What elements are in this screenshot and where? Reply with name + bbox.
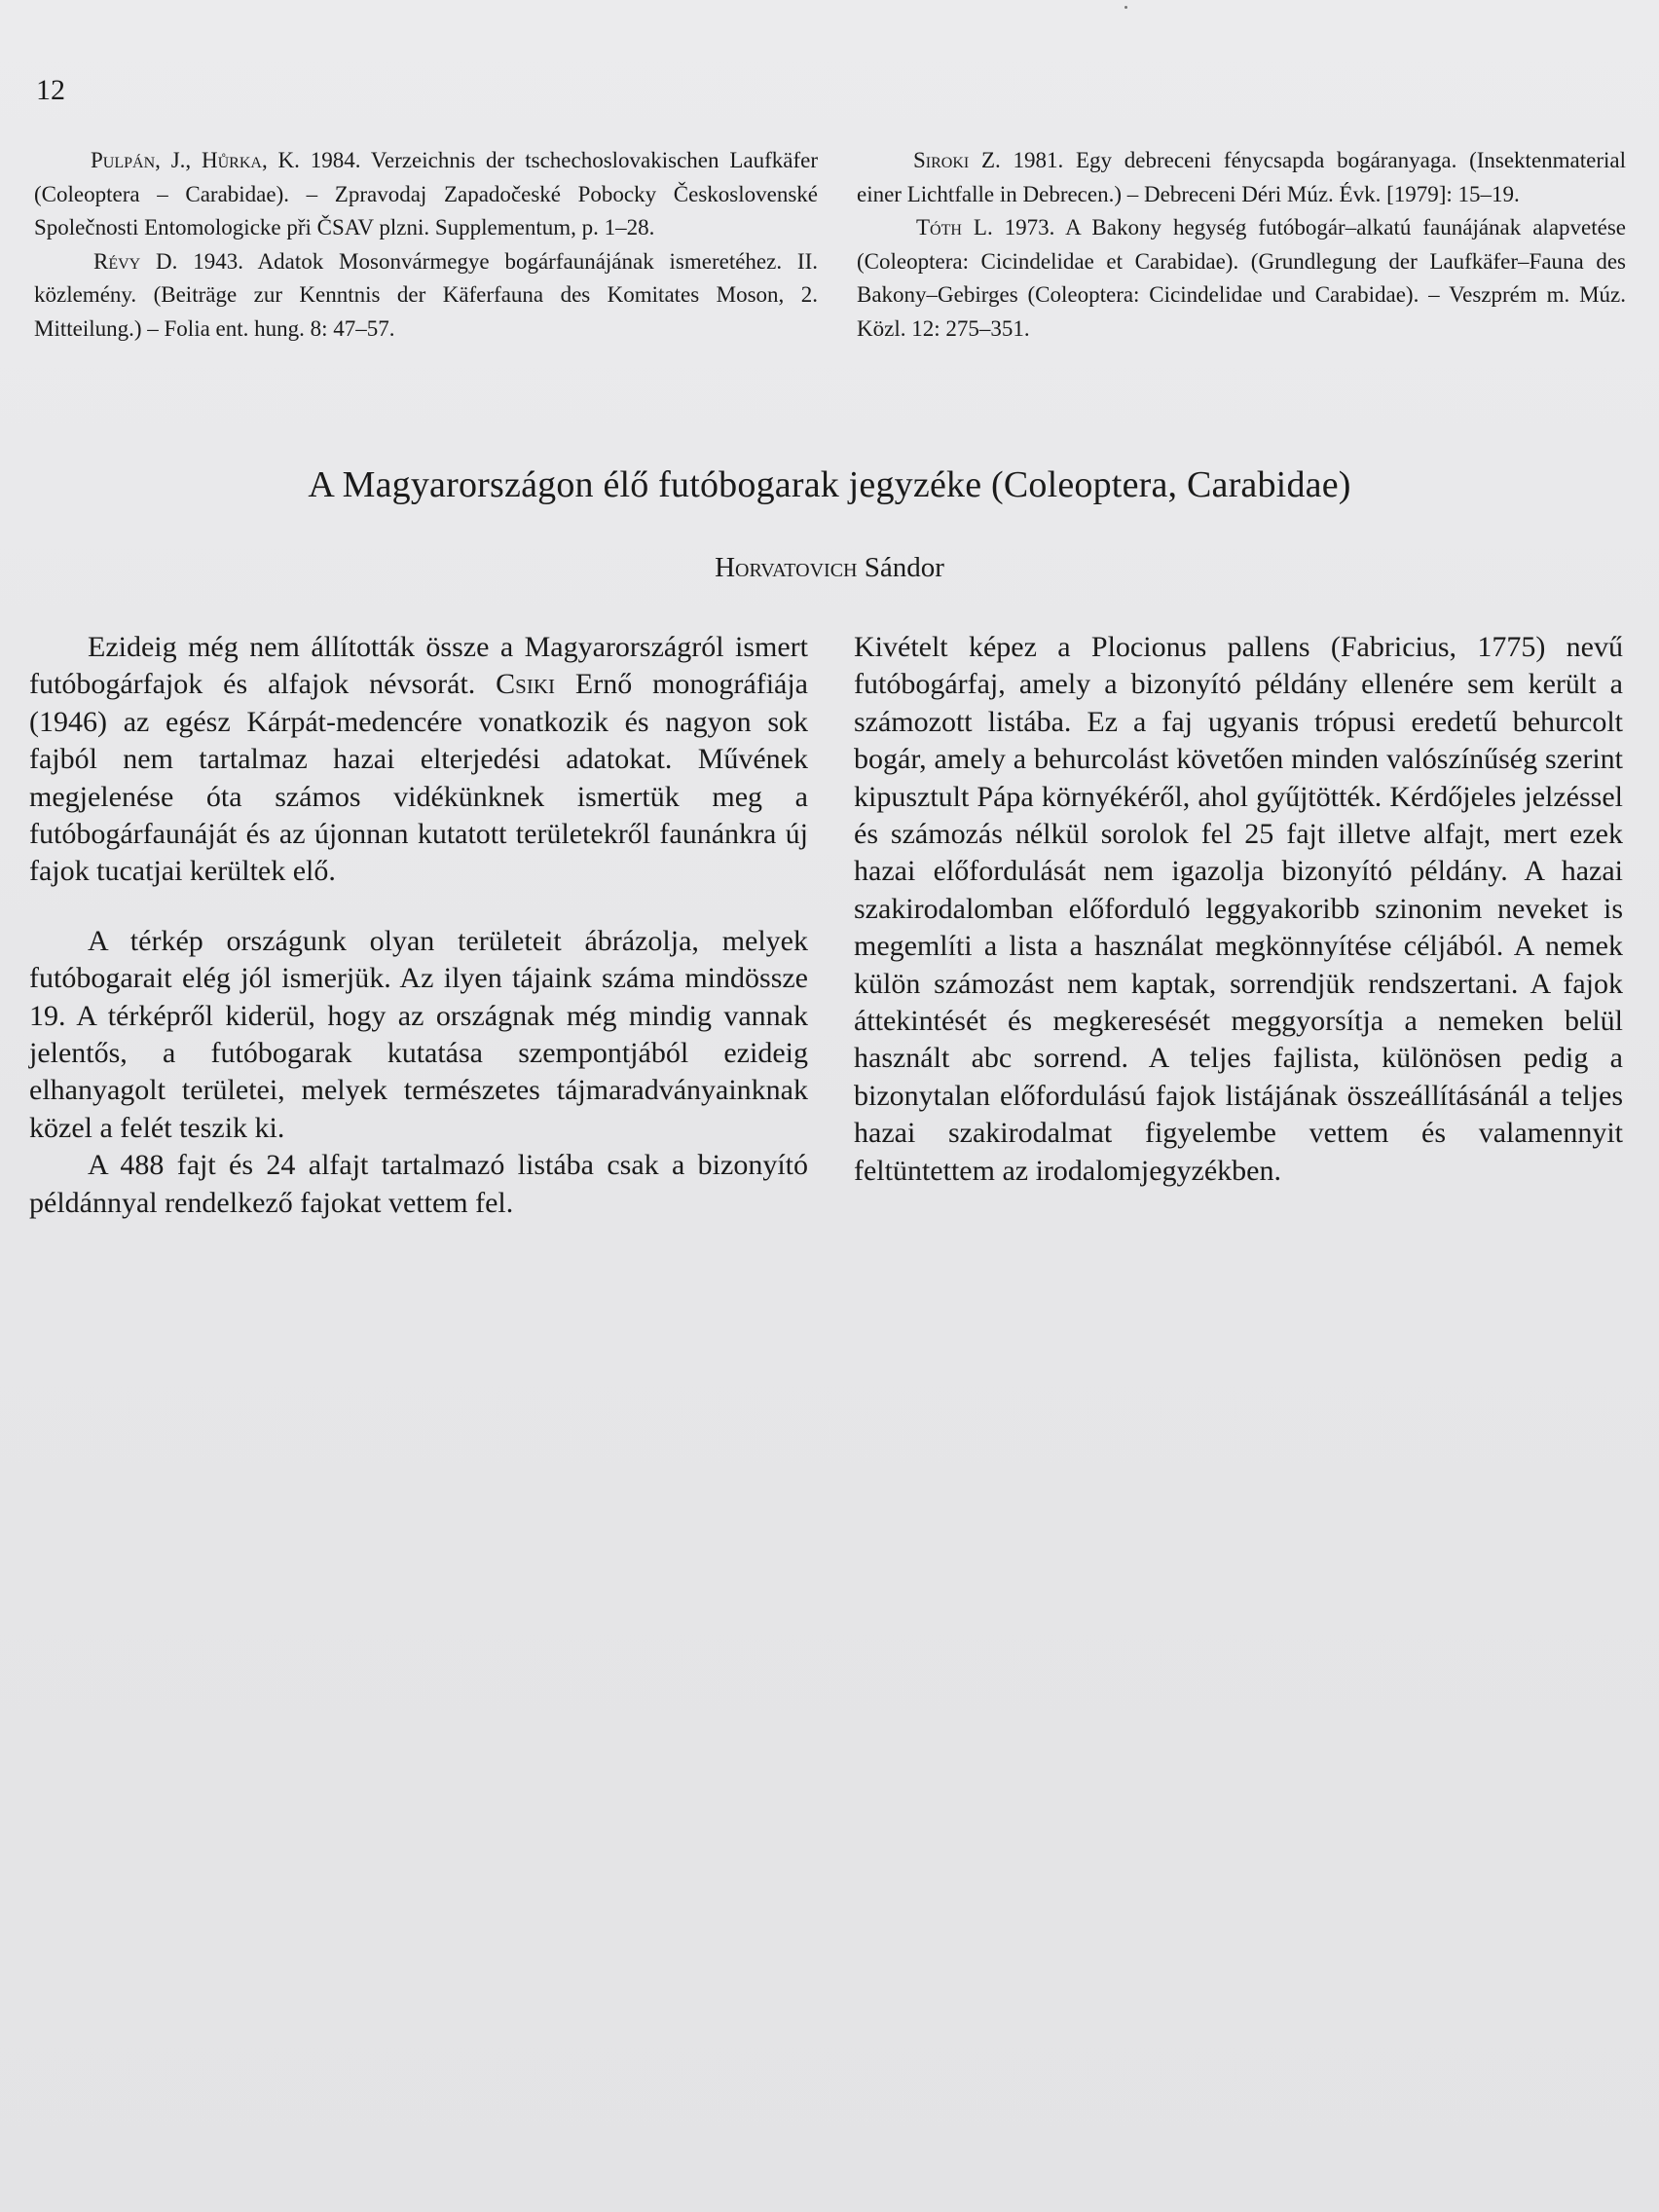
body-paragraph (29, 629, 808, 891)
references-right-column (857, 144, 1626, 346)
reference-entry (34, 245, 818, 347)
reference-text: L. 1973. A Bakony hegység futóbogár–alkatú faunájának alapvetése (Coleoptera: Cicindelidae et Carabidae). (Grundlegung der Laufkäfer–Fauna des Bakony–Gebirges (Coleoptera: Cicindelidae und Carabidae). – Veszprém m. Múz. Közl. 12: 275–351. (857, 215, 1626, 341)
cited-author: Csiki (496, 668, 556, 701)
page-number: 12 (36, 74, 65, 106)
reference-entry (857, 211, 1626, 346)
reference-author: Siroki (913, 148, 970, 172)
reference-text: 1984. Verzeichnis der tschechoslovakischen Laufkäfer (Coleoptera – Carabidae). – Zpravodaj Zapadočeské Pobocky Československé Společnosti Entomologicke při ČSAV plzni. Supplementum, p. 1–28. (34, 148, 818, 240)
reference-author: Révy (93, 248, 141, 274)
article-author (0, 551, 1659, 584)
reference-text: Z. 1981. Egy debreceni fénycsapda bogáranyaga. (Insektenmaterial einer Lichtfalle in Debrecen.) – Debreceni Déri Múz. Évk. [1979]: 15–19. (857, 148, 1626, 206)
reference-entry (34, 144, 818, 245)
reference-author: Pulpán, J., Hůrka, K. (91, 148, 300, 172)
body-paragraph: A 488 fajt és 24 alfajt tartalmazó listába csak a bizonyító példánnyal rendelkező fajokat vettem fel. (29, 1149, 808, 1219)
body-text: Ernő monográfiája (1946) az egész Kárpát-medencére vonatkozik és nagyon sok fajból nem tartalmaz hazai elterjedési adatokat. Művének megjelenése óta számos vidékünknek ismertük meg a futóbogárfaunáját és az újonnan kutatott területekről faunánkra új fajok tucatjai kerültek elő. (29, 668, 809, 888)
reference-author: Tóth (916, 215, 962, 240)
body-right-column (854, 629, 1623, 1190)
author-given-name: Sándor (857, 552, 944, 583)
article-title: A Magyarországon élő futóbogarak jegyzéke (Coleoptera, Carabidae) (308, 464, 1351, 505)
reference-text: D. 1943. Adatok Mosonvármegye bogárfaunájának ismeretéhez. II. közlemény. (Beiträge zur Kenntnis der Käferfauna des Komitates Moson, 2. Mitteilung.) – Folia ent. hung. 8: 47–57. (34, 248, 818, 341)
scan-speck (1124, 6, 1127, 9)
body-left-column (29, 629, 808, 1222)
author-surname: Horvatovich (715, 552, 858, 583)
body-paragraph: Kivételt képez a Plocionus pallens (Fabricius, 1775) nevű futóbogárfaj, amely a bizonyító példány ellenére sem került a számozott listába. Ez a faj ugyanis trópusi eredetű behurcolt bogár, amely a behurcolást követően minden valószínűség szerint kipusztult Pápa környékéről, ahol gyűjtötték. Kérdőjeles jelzéssel és számozás nélkül sorolok fel 25 fajt illetve alfajt, mert ezek hazai előfordulását nem igazolja bizonyító példány. A hazai szakirodalomban előforduló leggyakoribb szinonim neveket is megemlíti a lista a használat megkönnyítése céljából. A nemek külön számozást nem kaptak, sorrendjük rendszertani. A fajok áttekintését és megkeresését meggyorsítja a nemeken belül használt abc sorrend. A teljes fajlista, különösen pedig a bizonytalan előfordulású fajok listájának összeállításánál a teljes hazai szakirodalmat figyelembe vettem és valamennyit feltüntettem az irodalomjegyzékben. (854, 631, 1623, 1187)
reference-entry (857, 144, 1626, 211)
references-left-column (34, 144, 818, 346)
body-text: Ezideig még nem állították össze a Magyarországról ismert futóbogárfajok és alfajok névsorát. (29, 631, 808, 701)
body-paragraph: A térkép országunk olyan területeit ábrázolja, melyek futóbogarait elég jól ismerjük. Az ilyen tájaink száma mindössze 19. A térképről kiderül, hogy az országnak még mindig vannak jelentős, a futóbogarak kutatása szempontjából ezideig elhanyagolt területei, melyek természetes tájmaradványainknak közel a felét teszik ki. (29, 924, 808, 1144)
